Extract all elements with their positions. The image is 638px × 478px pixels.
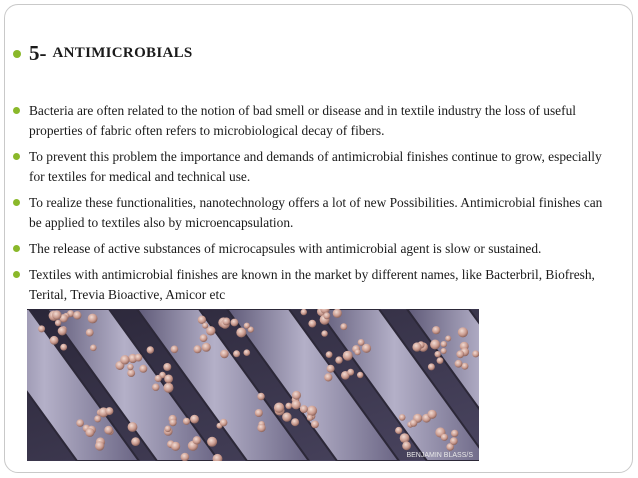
bacteria-cell bbox=[94, 415, 101, 422]
slide-heading bbox=[13, 41, 193, 66]
bacteria-cell bbox=[358, 339, 365, 346]
bacteria-cell bbox=[207, 437, 217, 447]
image-credit: BENJAMIN BLASS/S bbox=[406, 452, 473, 459]
bacteria-cell bbox=[105, 407, 113, 415]
bacteria-cell bbox=[244, 349, 251, 356]
bacteria-cell bbox=[139, 365, 147, 373]
bullet-icon bbox=[13, 199, 20, 206]
bacteria-cell bbox=[169, 419, 176, 426]
bacteria-cell bbox=[233, 350, 240, 357]
bacteria-cell bbox=[285, 403, 292, 410]
bacteria-cell bbox=[183, 418, 190, 425]
bacteria-cell bbox=[441, 348, 447, 354]
bacteria-cell bbox=[147, 346, 154, 353]
bacteria-cell bbox=[152, 384, 159, 391]
bacteria-cell bbox=[362, 344, 371, 353]
bacteria-cell bbox=[127, 364, 133, 370]
bacteria-cell bbox=[335, 356, 342, 363]
bacteria-cell bbox=[52, 310, 61, 319]
bacteria-cell bbox=[104, 426, 113, 435]
bacteria-cell bbox=[324, 373, 332, 381]
bacteria-cell bbox=[165, 426, 172, 433]
bacteria-cell bbox=[85, 428, 94, 437]
bacteria-cell bbox=[357, 372, 363, 378]
bacteria-cell bbox=[428, 410, 437, 419]
bacteria-cell bbox=[450, 437, 458, 445]
bacteria-cell bbox=[323, 312, 330, 319]
bacteria-cell bbox=[58, 327, 67, 336]
bacteria-cell bbox=[164, 383, 174, 393]
list-item-text: Textiles with antimicrobial finishes are known in the market by different names, like Bacterbril, Biofresh, Terital, Trevia Bioactive, Amicor etc bbox=[29, 267, 595, 302]
bacteria-cell bbox=[340, 323, 347, 330]
bullet-icon bbox=[13, 50, 21, 58]
bacteria-cell bbox=[200, 334, 208, 342]
bacteria-cell bbox=[38, 325, 45, 332]
bacteria-cell bbox=[120, 355, 129, 364]
bacteria-cell bbox=[456, 350, 464, 358]
bacteria-cell bbox=[458, 327, 468, 337]
bacteria-cell bbox=[395, 427, 402, 434]
bacteria-cell bbox=[255, 409, 263, 417]
bacteria-cell bbox=[76, 419, 84, 427]
bullet-list bbox=[13, 101, 613, 311]
microscope-image bbox=[27, 309, 479, 461]
list-item-text: Bacteria are often related to the notion of bad smell or disease and in textile industry the loss of useful properties of fabric often refers to microbiological decay of fibers. bbox=[29, 103, 576, 138]
bacteria-cell bbox=[223, 318, 231, 326]
fiber-micrograph bbox=[27, 309, 479, 461]
bacteria-cell bbox=[412, 342, 421, 351]
bacteria-cell bbox=[435, 351, 441, 357]
bacteria-cell bbox=[402, 441, 411, 450]
bacteria-cell bbox=[410, 419, 417, 426]
bacteria-cell bbox=[282, 412, 291, 421]
list-item bbox=[13, 193, 613, 233]
bacteria-cell bbox=[163, 363, 171, 371]
bacteria-cell bbox=[88, 314, 98, 324]
bacteria-cell bbox=[308, 320, 316, 328]
bacteria-cell bbox=[455, 360, 463, 368]
bacteria-cell bbox=[194, 345, 202, 353]
bacteria-cell bbox=[355, 349, 361, 355]
bacteria-cell bbox=[231, 319, 239, 327]
bacteria-cell bbox=[399, 414, 406, 421]
bacteria-cell bbox=[220, 419, 228, 427]
bacteria-cell bbox=[257, 393, 264, 400]
bacteria-cell bbox=[307, 406, 317, 416]
bacteria-cell bbox=[307, 415, 313, 421]
bullet-icon bbox=[13, 245, 20, 252]
bacteria-cell bbox=[291, 418, 299, 426]
bacteria-cell bbox=[461, 363, 468, 370]
bacteria-cell bbox=[445, 336, 451, 342]
bacteria-cell bbox=[50, 336, 59, 345]
bullet-icon bbox=[13, 107, 20, 114]
bacteria-cell bbox=[451, 430, 458, 437]
bacteria-cell bbox=[181, 453, 190, 461]
bacteria-cell bbox=[326, 351, 333, 358]
bacteria-cell bbox=[193, 436, 201, 444]
bacteria-cell bbox=[86, 329, 94, 337]
bacteria-cell bbox=[155, 375, 162, 382]
bacteria-cell bbox=[220, 350, 229, 359]
bacteria-cell bbox=[95, 441, 104, 450]
bacteria-cell bbox=[430, 340, 440, 350]
heading-number: 5- bbox=[29, 41, 47, 65]
bacteria-cell bbox=[428, 363, 435, 370]
bacteria-cell bbox=[55, 320, 61, 326]
bacteria-cell bbox=[292, 391, 301, 400]
bacteria-cell bbox=[202, 323, 208, 329]
bacteria-cell bbox=[343, 351, 353, 361]
bacteria-cell bbox=[202, 343, 211, 352]
list-item-text: To prevent this problem the importance and demands of antimicrobial finishes continue to grow, especially for textiles for medical and technical use. bbox=[29, 149, 602, 184]
bacteria-cell bbox=[311, 421, 319, 429]
bacteria-cell bbox=[171, 346, 179, 354]
bacteria-cell bbox=[244, 323, 250, 329]
bacteria-cell bbox=[301, 309, 307, 315]
bacteria-cell bbox=[472, 350, 479, 357]
bacteria-cell bbox=[441, 341, 447, 347]
bacteria-cell bbox=[291, 400, 300, 409]
bacteria-cell bbox=[90, 345, 97, 352]
list-item-text: To realize these functionalities, nanotechnology offers a lot of new Possibilities. Antimicrobial finishes can be applied to textiles also by microencapsulation. bbox=[29, 195, 603, 230]
bacteria-cell bbox=[236, 328, 246, 338]
bacteria-cell bbox=[347, 369, 354, 376]
bacteria-cell bbox=[60, 344, 67, 351]
bacteria-cell bbox=[128, 422, 138, 432]
heading-title: ANTIMICROBIALS bbox=[52, 45, 193, 61]
list-item bbox=[13, 239, 613, 259]
bacteria-cell bbox=[190, 415, 199, 424]
bacteria-cell bbox=[321, 330, 327, 336]
bacteria-cell bbox=[131, 437, 140, 446]
bacteria-cell bbox=[327, 365, 335, 373]
bacteria-cell bbox=[257, 424, 265, 432]
bullet-icon bbox=[13, 271, 20, 278]
list-item bbox=[13, 147, 613, 187]
bacteria-cell bbox=[164, 375, 173, 384]
bacteria-cell bbox=[73, 311, 81, 319]
bacteria-cell bbox=[300, 405, 308, 413]
bacteria-cell bbox=[274, 403, 284, 413]
bullet-icon bbox=[13, 153, 20, 160]
slide bbox=[4, 4, 633, 473]
bacteria-cell bbox=[135, 354, 143, 362]
bacteria-cell bbox=[441, 434, 448, 441]
bacteria-cell bbox=[333, 309, 342, 318]
bacteria-cell bbox=[171, 442, 180, 451]
list-item bbox=[13, 101, 613, 141]
bacteria-cell bbox=[432, 326, 440, 334]
bacteria-cell bbox=[400, 433, 410, 443]
list-item bbox=[13, 265, 613, 305]
bacteria-cell bbox=[127, 369, 135, 377]
bacteria-cell bbox=[437, 357, 444, 364]
list-item-text: The release of active substances of microcapsules with antimicrobial agent is slow or sustained. bbox=[29, 241, 542, 256]
